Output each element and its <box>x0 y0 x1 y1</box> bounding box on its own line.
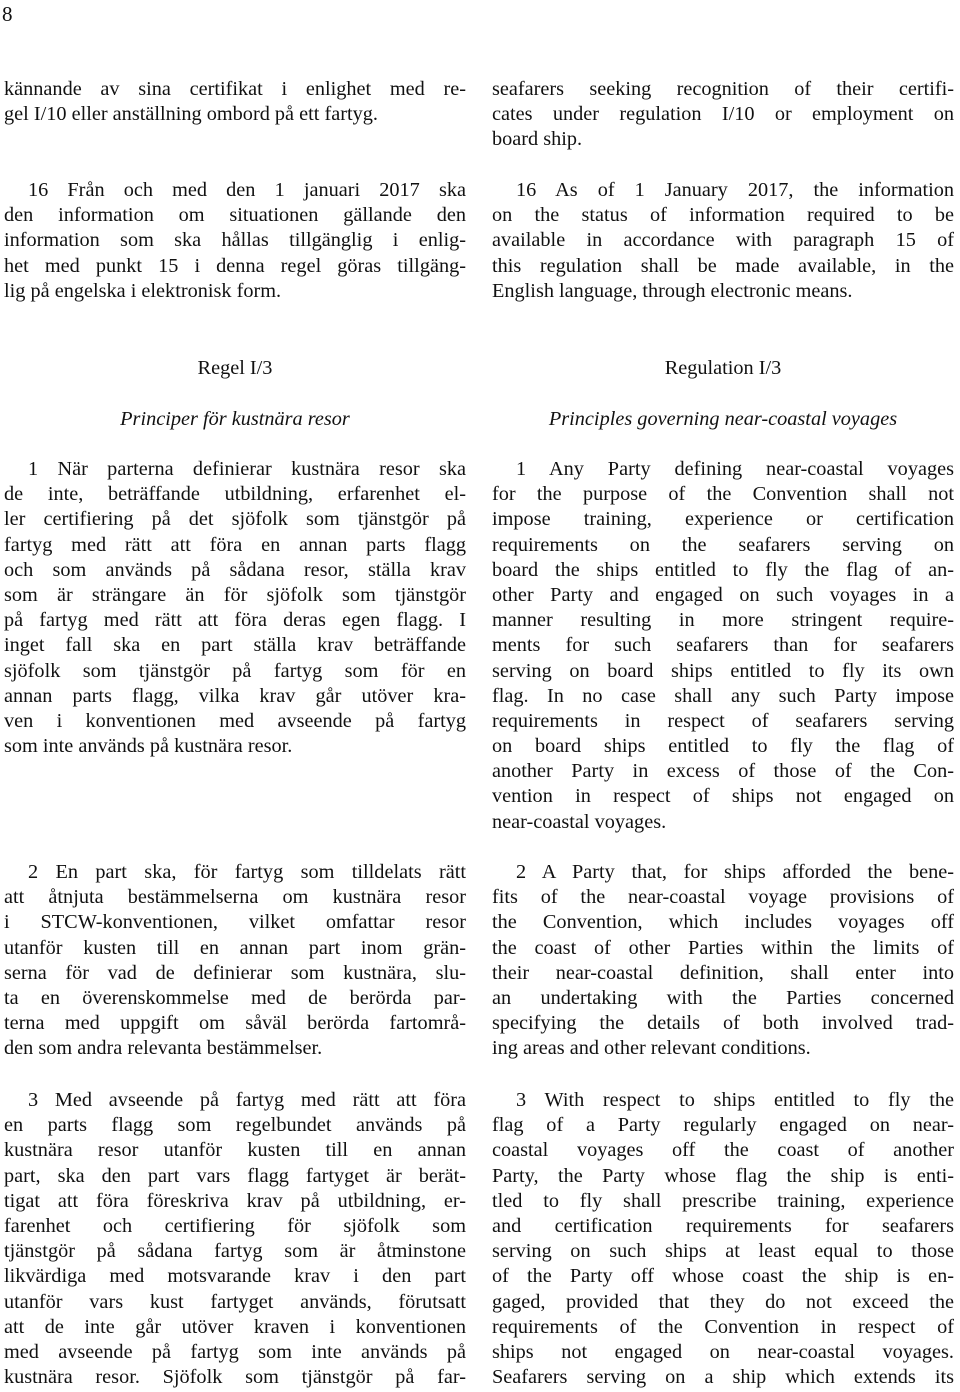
text-line: och som används på sådana resor, ställa krav <box>4 558 466 581</box>
text-line: specifying the details of both involved trad- <box>492 1012 954 1035</box>
text-line: som är strängare än för sjöfolk som tjänstgör <box>4 583 466 606</box>
text-line: their near-coastal definition, shall enter into <box>492 961 954 984</box>
right-paragraph-1 <box>492 457 954 835</box>
text-line: den som andra relevanta bestämmelser. <box>4 1037 323 1060</box>
text-line: tigat att föra föreskriva krav på utbildning, er- <box>4 1189 466 1212</box>
text-line: the Convention, which includes voyages off <box>492 911 954 934</box>
text-line: terna med uppgift om såväl berörda fartområ- <box>4 1012 466 1035</box>
right-paragraph-16 <box>492 178 954 304</box>
text-line: vention in respect of ships not engaged on <box>492 785 954 808</box>
right-regulation-heading: Regulation I/3 <box>664 357 782 379</box>
text-line: 3 With respect to ships entitled to fly the <box>516 1089 954 1111</box>
text-line: ments for such seafarers than for seafarers <box>492 634 954 657</box>
text-line: 16 Från och med den 1 januari 2017 ska <box>28 179 466 201</box>
text-line: serving on board ships entitled to fly its own <box>492 659 954 682</box>
text-line: fartyg med rätt att föra en annan parts flagg <box>4 533 466 556</box>
text-line: of the Party off whose coast the ship is en- <box>492 1265 954 1288</box>
right-paragraph-2 <box>492 860 954 1062</box>
text-line: requirements in respect of seafarers serving <box>492 709 954 732</box>
text-line: seafarers seeking recognition of their certifi- <box>492 78 954 100</box>
text-line: gel I/10 eller anställning ombord på ett fartyg. <box>4 103 378 126</box>
text-line: sjöfolk som tjänstgör på fartyg som för en <box>4 659 466 682</box>
text-line: kustnära resor utanför kusten till en annan <box>4 1139 466 1162</box>
text-line: and certification requirements for seafarers <box>492 1214 954 1237</box>
text-line: ships not engaged on near-coastal voyages. <box>492 1340 954 1363</box>
text-line: flag. In no case shall any such Party impose <box>492 684 954 707</box>
text-line: information som ska hållas tillgänglig i enlig- <box>4 229 466 252</box>
text-line: 2 A Party that, for ships afforded the bene- <box>516 861 954 883</box>
left-paragraph-3 <box>4 1088 466 1390</box>
text-line: kustnära resor. Sjöfolk som tjänstgör på far- <box>4 1366 466 1389</box>
text-line: ler certifiering på det sjöfolk som tjänstgör på <box>4 508 466 531</box>
text-line: board the ships entitled to fly the flag of an- <box>492 558 954 581</box>
text-line: 2 En part ska, för fartyg som tilldelats rätt <box>28 861 466 883</box>
left-paragraph-2 <box>4 860 466 1062</box>
text-line: farenhet och certifiering för sjöfolk som <box>4 1214 466 1237</box>
text-line: lig på engelska i elektronisk form. <box>4 279 282 302</box>
text-line: flag of a Party regularly engaged on near- <box>492 1114 954 1137</box>
right-intro-paragraph <box>492 77 954 153</box>
text-line: impose training, experience or certification <box>492 508 954 531</box>
text-line: another Party in excess of those of the Con- <box>492 760 954 783</box>
text-line: coastal voyages off the coast of another <box>492 1139 954 1162</box>
text-line: other Party and engaged on such voyages in a <box>492 583 954 606</box>
left-regulation-subheading: Principer för kustnära resor <box>120 408 350 430</box>
text-line: serna för vad de definierar som kustnära, slu- <box>4 961 466 984</box>
text-line: inget fall ska en part ställa krav beträffande <box>4 634 466 657</box>
left-paragraph-16 <box>4 178 466 304</box>
text-line: on board ships entitled to fly the flag of <box>492 735 954 758</box>
text-line: manner resulting in more stringent require- <box>492 609 954 632</box>
text-line: Party, the Party whose flag the ship is enti- <box>492 1164 954 1187</box>
text-line: requirements of the Convention in respect of <box>492 1315 954 1338</box>
text-line: on the status of information required to be <box>492 204 954 227</box>
text-line: this regulation shall be made available, in the <box>492 254 954 277</box>
text-line: the coast of other Parties within the limits of <box>492 936 954 959</box>
text-line: cates under regulation I/10 or employment on <box>492 103 954 126</box>
text-line: tled to fly shall prescribe training, experience <box>492 1189 954 1212</box>
text-line: utanför kusten till en annan part inom grän- <box>4 936 466 959</box>
text-line: 3 Med avseende på fartyg med rätt att föra <box>28 1089 466 1111</box>
text-line: serving on such ships at least equal to those <box>492 1240 954 1263</box>
text-line: i STCW-konventionen, vilket omfattar resor <box>4 911 466 934</box>
text-line: de inte, beträffande utbildning, erfarenhet el- <box>4 483 466 506</box>
left-paragraph-1 <box>4 457 466 759</box>
left-regulation-heading: Regel I/3 <box>197 357 273 379</box>
text-line: kännande av sina certifikat i enlighet med re- <box>4 78 466 100</box>
text-line: gaged, provided that they do not exceed the <box>492 1290 954 1313</box>
text-line: ing areas and other relevant conditions. <box>492 1037 811 1060</box>
text-line: 1 Any Party defining near-coastal voyages <box>516 458 954 480</box>
text-line: 16 As of 1 January 2017, the information <box>516 179 954 201</box>
text-line: den information om situationen gällande den <box>4 204 466 227</box>
text-line: English language, through electronic means. <box>492 279 853 302</box>
text-line: available in accordance with paragraph 15 of <box>492 229 954 252</box>
left-intro-paragraph <box>4 77 466 127</box>
text-line: an undertaking with the Parties concerned <box>492 986 954 1009</box>
right-regulation-subheading: Principles governing near-coastal voyages <box>548 408 898 430</box>
text-line: for the purpose of the Convention shall not <box>492 483 954 506</box>
text-line: annan parts flagg, vilka krav går utöver kra- <box>4 684 466 707</box>
page-number: 8 <box>2 2 13 26</box>
text-line: near-coastal voyages. <box>492 810 667 833</box>
text-line: board ship. <box>492 128 583 151</box>
text-line: likvärdiga med motsvarande krav i den part <box>4 1265 466 1288</box>
text-line: requirements on the seafarers serving on <box>492 533 954 556</box>
text-line: med avseende på fartyg som inte används på <box>4 1340 466 1363</box>
text-line: part, ska den part vars flagg fartyget är berät- <box>4 1164 466 1187</box>
right-paragraph-3 <box>492 1088 954 1390</box>
text-line: en parts flagg som regelbundet används på <box>4 1114 466 1137</box>
text-line: på fartyg med rätt att föra deras egen flagg. I <box>4 609 466 632</box>
text-line: fits of the near-coastal voyage provisions of <box>492 886 954 909</box>
text-line: het med punkt 15 i denna regel göras tillgäng- <box>4 254 466 277</box>
text-line: att åtnjuta bestämmelserna om kustnära resor <box>4 886 466 909</box>
text-line: Seafarers serving on a ship which extends its <box>492 1366 954 1389</box>
text-line: ven i konventionen med avseende på fartyg <box>4 709 466 732</box>
text-line: tjänstgör på sådana fartyg som är åtminstone <box>4 1240 466 1263</box>
text-line: 1 När parterna definierar kustnära resor ska <box>28 458 466 480</box>
text-line: som inte används på kustnära resor. <box>4 735 293 758</box>
text-line: ta en överenskommelse med de berörda par- <box>4 986 466 1009</box>
text-line: utanför vars kust fartyget används, förutsatt <box>4 1290 466 1313</box>
text-line: att de inte går utöver kraven i konventionen <box>4 1315 466 1338</box>
